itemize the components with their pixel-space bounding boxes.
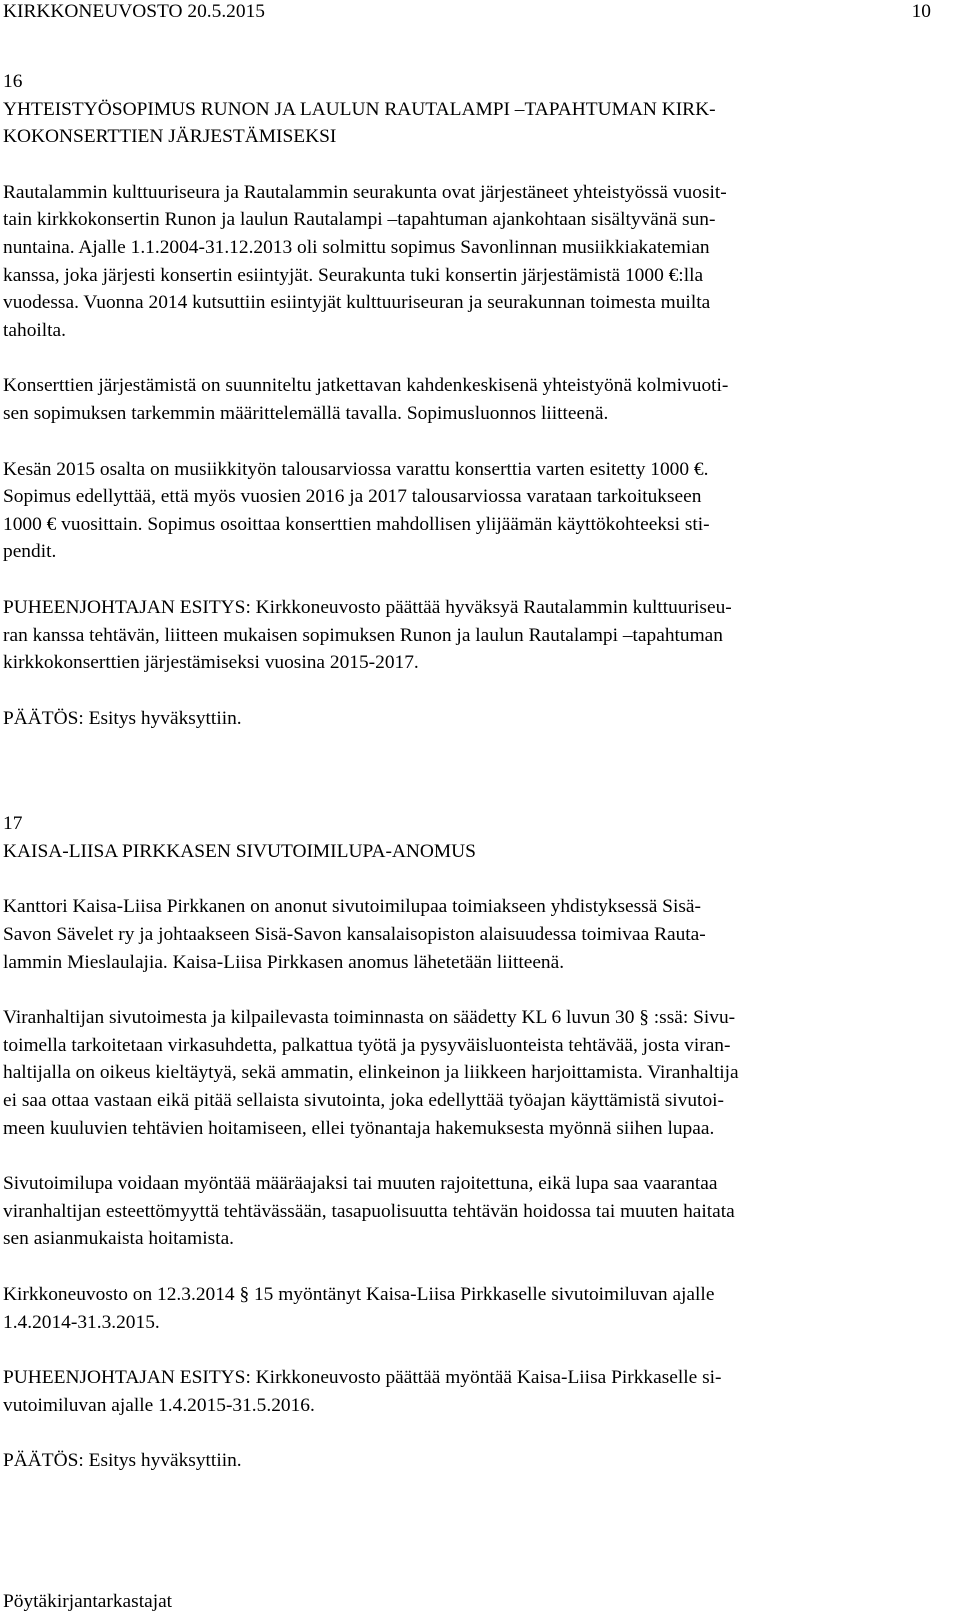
- text-line: PUHEENJOHTAJAN ESITYS: Kirkkoneuvosto päättää hyväksyä Rautalammin kulttuuriseu-: [3, 596, 732, 618]
- text-line: PUHEENJOHTAJAN ESITYS: Kirkkoneuvosto päättää myöntää Kaisa-Liisa Pirkkaselle si-: [3, 1367, 722, 1389]
- paragraph: [3, 594, 931, 677]
- paragraph: [3, 1004, 931, 1142]
- paragraph: [3, 1170, 931, 1253]
- header-title: KIRKKONEUVOSTO 20.5.2015: [3, 1, 265, 22]
- section-16: [3, 68, 931, 732]
- text-line: Sopimus edellyttää, että myös vuosien 2016 ja 2017 talousarviossa varataan tarkoitukseen: [3, 486, 702, 508]
- text-line: toimella tarkoitetaan virkasuhdetta, palkattua työtä ja pysyväisluonteista tehtävää, josta viran-: [3, 1034, 731, 1056]
- text-line: Viranhaltijan sivutoimesta ja kilpailevasta toiminnasta on säädetty KL 6 luvun 30 § :ssä: Sivu-: [3, 1007, 736, 1029]
- text-line: kanssa, joka järjesti konsertin esiintyjät. Seurakunta tuki konsertin järjestämistä 1000 €:lla: [3, 264, 704, 286]
- text-line: sen sopimuksen tarkemmin määrittelemällä tavalla. Sopimusluonnos liitteenä.: [3, 402, 609, 424]
- section-number: 17: [3, 813, 23, 835]
- text-line: Savon Sävelet ry ja johtaakseen Sisä-Savon kansalaisopiston alaisuudessa toimivaa Rauta-: [3, 924, 706, 946]
- text-line: sen asianmukaista hoitamista.: [3, 1228, 235, 1250]
- text-line: Rautalammin kulttuuriseura ja Rautalammin seurakunta ovat järjestäneet yhteistyössä vuosit-: [3, 181, 727, 203]
- section-title-line: YHTEISTYÖSOPIMUS RUNON JA LAULUN RAUTALAMPI –TAPAHTUMAN KIRK-: [3, 98, 716, 120]
- text-line: PÄÄTÖS: Esitys hyväksyttiin.: [3, 1450, 242, 1472]
- text-line: 1.4.2014-31.3.2015.: [3, 1311, 160, 1333]
- text-line: meen kuuluvien tehtävien hoitamiseen, ellei työnantaja hakemuksesta myönnä siihen lupaa.: [3, 1117, 715, 1139]
- text-line: Kesän 2015 osalta on musiikkityön talousarviossa varattu konserttia varten esitetty 1000 €.: [3, 458, 709, 480]
- document-page: [3, 0, 931, 1475]
- section-title-line: KAISA-LIISA PIRKKASEN SIVUTOIMILUPA-ANOMUS: [3, 840, 476, 862]
- text-line: vutoimiluvan ajalle 1.4.2015-31.5.2016.: [3, 1394, 315, 1416]
- text-line: ei saa ottaa vastaan eikä pitää sellaista sivutointa, joka edellyttää työajan käyttämistä sivutoi-: [3, 1090, 724, 1112]
- text-line: viranhaltijan esteettömyyttä tehtävässään, tasapuolisuutta tehtävän hoidossa tai muuten haitata: [3, 1200, 735, 1222]
- paragraph: [3, 372, 931, 427]
- section-17: [3, 810, 931, 1475]
- page-header: [3, 0, 931, 25]
- paragraph: [3, 1447, 931, 1475]
- text-line: lammin Mieslaulajia. Kaisa-Liisa Pirkkasen anomus lähetetään liitteenä.: [3, 951, 565, 973]
- text-line: PÄÄTÖS: Esitys hyväksyttiin.: [3, 707, 242, 729]
- text-line: Kirkkoneuvosto on 12.3.2014 § 15 myöntänyt Kaisa-Liisa Pirkkaselle sivutoimiluvan ajalle: [3, 1284, 715, 1305]
- text-line: tain kirkkokonsertin Runon ja laulun Rautalampi –tapahtuman ajankohtaan sisältyvänä sun-: [3, 209, 716, 231]
- text-line: pendit.: [3, 541, 57, 563]
- text-line: ran kanssa tehtävän, liitteen mukaisen sopimuksen Runon ja laulun Rautalampi –tapahtuman: [3, 624, 723, 646]
- text-line: Kanttori Kaisa-Liisa Pirkkanen on anonut sivutoimilupaa toimiakseen yhdistyksessä Sisä-: [3, 896, 701, 918]
- page-number: 10: [911, 1, 931, 22]
- section-title-line: KOKONSERTTIEN JÄRJESTÄMISEKSI: [3, 126, 337, 148]
- paragraph: [3, 456, 931, 566]
- text-line: Sivutoimilupa voidaan myöntää määräajaksi tai muuten rajoitettuna, eikä lupa saa vaarantaa: [3, 1173, 718, 1195]
- text-line: haltijalla on oikeus kieltäytyä, sekä ammatin, elinkeinon ja liikkeen harjoittamista. Viranhaltija: [3, 1062, 739, 1084]
- footer-label: Pöytäkirjantarkastajat: [3, 1591, 173, 1612]
- paragraph: [3, 179, 931, 345]
- text-line: tahoilta.: [3, 319, 67, 341]
- text-line: kirkkokonserttien järjestämiseksi vuosina 2015-2017.: [3, 652, 419, 674]
- section-number: 16: [3, 71, 23, 92]
- text-line: nuntaina. Ajalle 1.1.2004-31.12.2013 oli solmittu sopimus Savonlinnan musiikkiakatemian: [3, 236, 710, 258]
- paragraph: [3, 705, 931, 733]
- paragraph: [3, 1364, 931, 1419]
- paragraph: [3, 893, 931, 976]
- text-line: Konserttien järjestämistä on suunniteltu jatkettavan kahdenkeskisenä yhteistyönä kolmivuoti-: [3, 375, 729, 397]
- text-line: vuodessa. Vuonna 2014 kutsuttiin esiintyjät kulttuuriseuran ja seurakunnan toimesta muilta: [3, 292, 711, 314]
- paragraph: [3, 1281, 931, 1336]
- text-line: 1000 € vuosittain. Sopimus osoittaa konserttien mahdollisen ylijäämän käyttökohteeksi sti-: [3, 513, 710, 535]
